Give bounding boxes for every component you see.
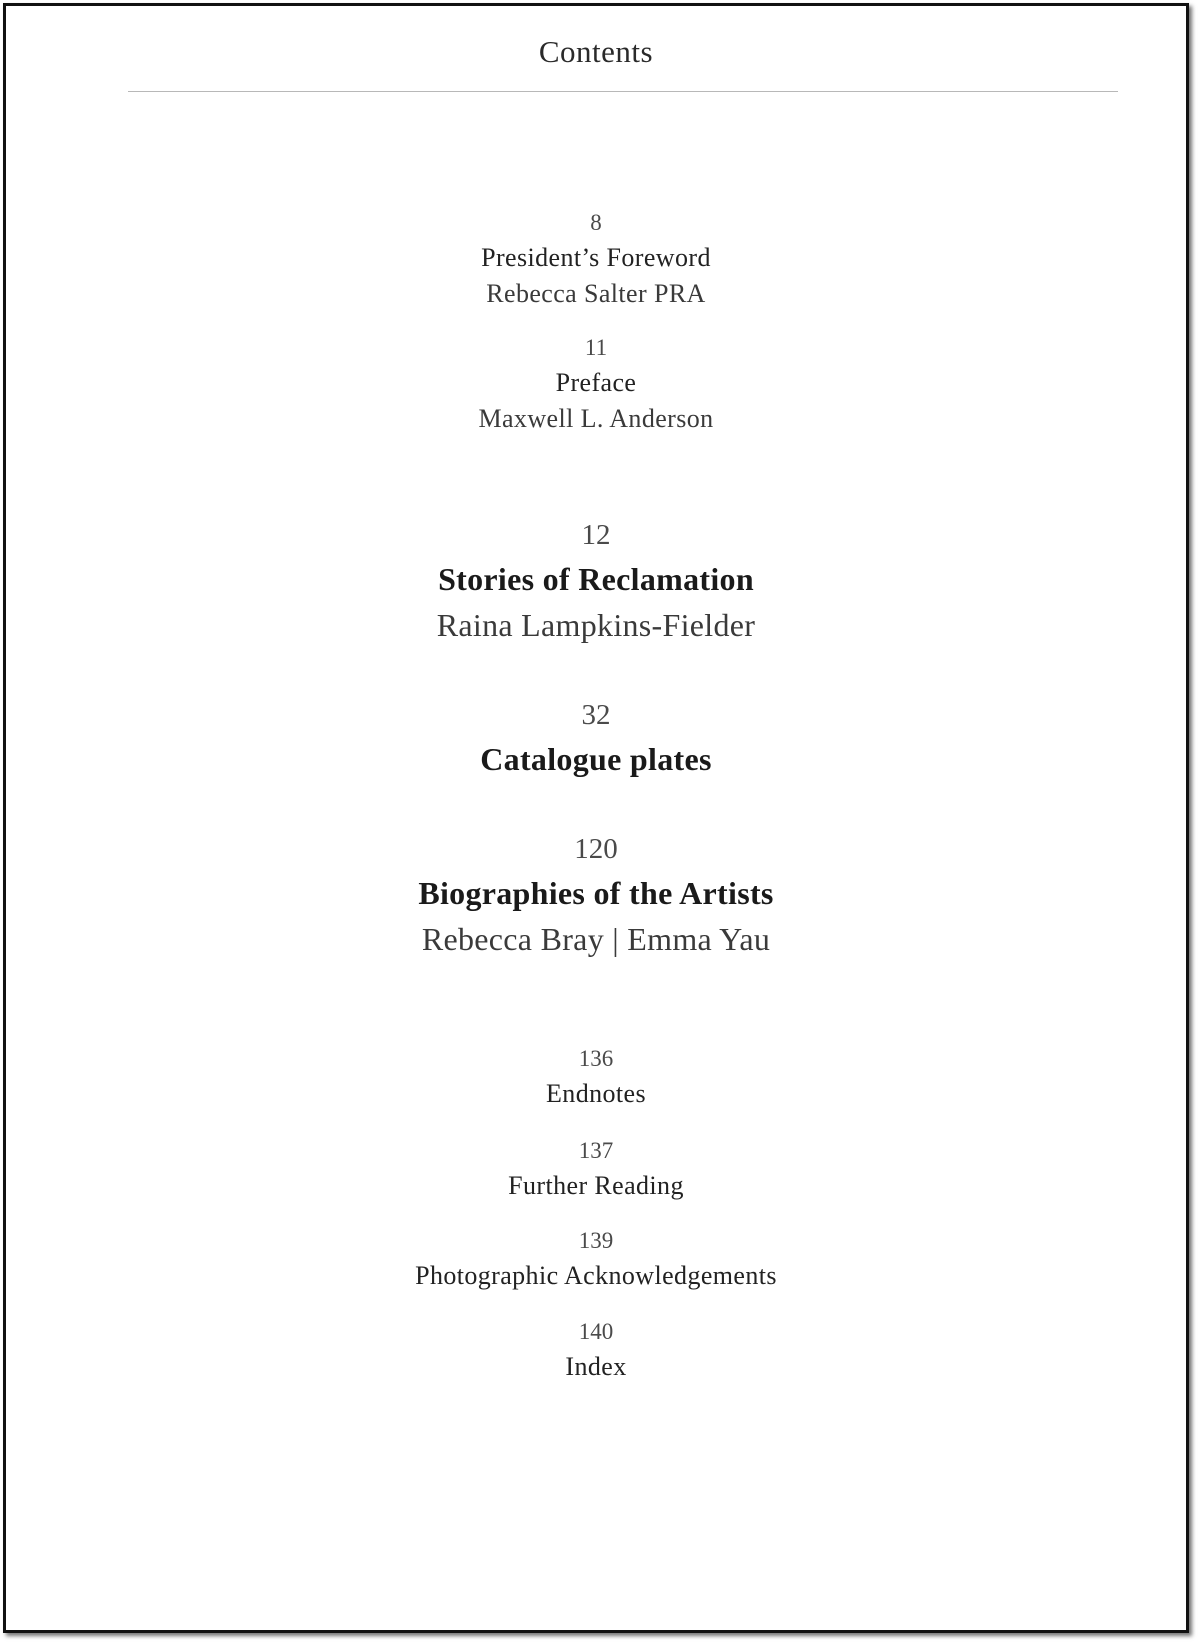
entry-author: Rebecca Bray | Emma Yau [421,921,771,957]
entry-title[interactable]: Index [565,1352,627,1381]
toc-entry[interactable] [6,206,1186,312]
entry-title[interactable]: Photographic Acknowledgements [415,1261,777,1290]
toc-entry[interactable] [6,1042,1186,1112]
page-number: 137 [578,1138,614,1163]
page-number: 12 [581,519,611,551]
entry-title[interactable]: Preface [555,368,637,397]
toc-entry[interactable] [6,1134,1186,1204]
header-divider [128,91,1118,92]
contents-header [6,34,1186,70]
page [3,3,1189,1633]
entry-title[interactable]: President’s Foreword [481,243,711,272]
page-number: 136 [578,1046,614,1071]
toc-entry[interactable] [6,331,1186,437]
toc-entry[interactable] [6,828,1186,962]
toc-entry[interactable] [6,1315,1186,1385]
page-number: 32 [581,699,611,731]
toc-entry[interactable] [6,514,1186,648]
entry-title[interactable]: Biographies of the Artists [418,875,774,911]
entry-author: Maxwell L. Anderson [478,404,714,433]
entry-title[interactable]: Endnotes [546,1079,646,1108]
toc-entry[interactable] [6,694,1186,782]
page-number: 139 [578,1228,614,1253]
entry-title[interactable]: Catalogue plates [480,741,712,777]
entry-title[interactable]: Further Reading [508,1171,684,1200]
toc-entry[interactable] [6,1224,1186,1294]
entry-author: Rebecca Salter PRA [486,279,706,308]
page-number: 120 [574,833,618,865]
page-number: 11 [584,335,608,360]
entry-title[interactable]: Stories of Reclamation [438,561,754,597]
page-number: 8 [590,210,602,235]
page-title: Contents [538,34,654,69]
entry-author: Raina Lampkins-Fielder [436,607,756,643]
page-number: 140 [578,1319,614,1344]
